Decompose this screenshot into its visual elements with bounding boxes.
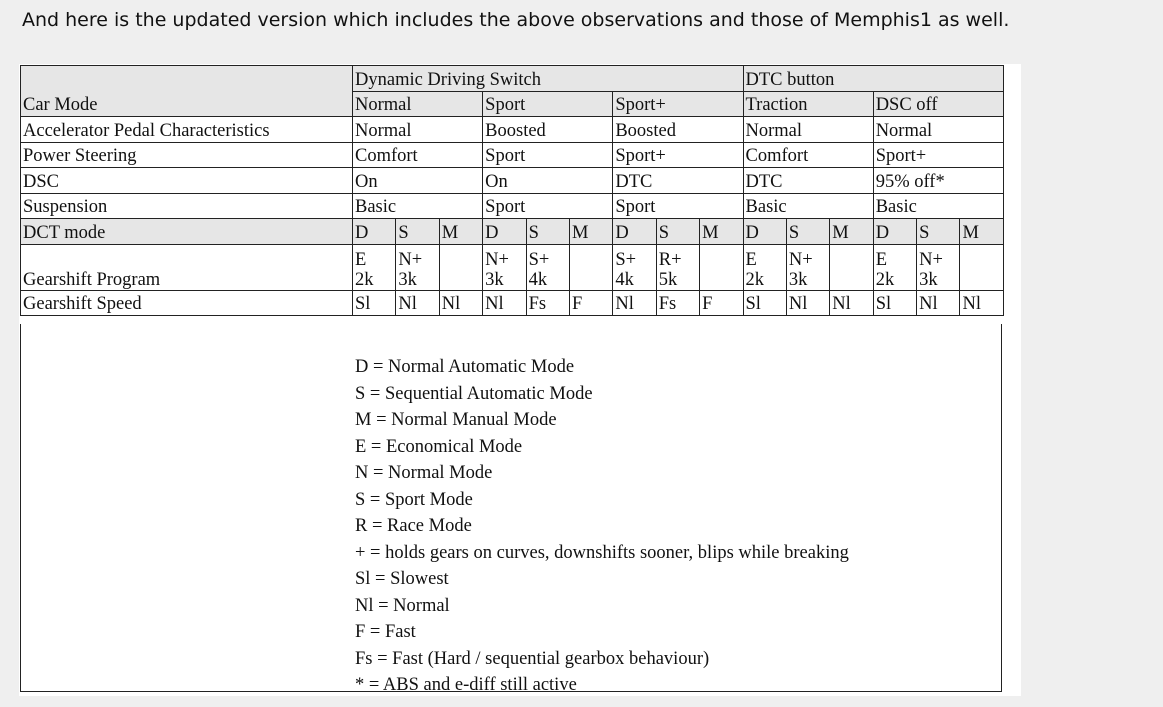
program-line: E [355, 249, 367, 270]
table-row-program [21, 244, 1004, 290]
table-cell: Nl [483, 290, 526, 316]
table-cell: Normal [353, 117, 483, 143]
table-cell: DTC [613, 168, 743, 194]
table-cell: S [656, 219, 699, 245]
table-row-suspension [21, 193, 1004, 219]
table-cell: Fs [526, 290, 569, 316]
rpm-line: 2k [745, 269, 765, 290]
table-cell: Nl [830, 290, 873, 316]
group-header-row [21, 66, 1004, 92]
legend-item: M = Normal Manual Mode [355, 410, 557, 430]
table-cell: Nl [613, 290, 656, 316]
table-cell: Normal [743, 117, 873, 143]
table-cell: Comfort [743, 142, 873, 168]
table-cell [439, 244, 482, 290]
table-row-accelerator [21, 117, 1004, 143]
row-label: Power Steering [21, 142, 353, 168]
table-row-steering [21, 142, 1004, 168]
table-cell [830, 244, 873, 290]
legend-item: Fs = Fast (Hard / sequential gearbox behaviour) [355, 648, 710, 669]
table-cell: Nl [917, 290, 960, 316]
table-cell: Traction [743, 91, 873, 117]
table-cell: D [353, 219, 396, 245]
table-row-dsc [21, 168, 1004, 194]
table-cell: Basic [743, 193, 873, 219]
table-cell [353, 244, 396, 290]
table-cell: M [569, 219, 612, 245]
legend-item: S = Sport Mode [355, 489, 473, 510]
rpm-line: 5k [658, 269, 678, 290]
table-cell: D [743, 219, 786, 245]
table-cell: Basic [353, 193, 483, 219]
table-cell: Comfort [353, 142, 483, 168]
table-cell: Sl [873, 290, 916, 316]
table-cell: Sport+ [613, 142, 743, 168]
table-cell [569, 244, 612, 290]
legend-item: Nl = Normal [355, 595, 450, 616]
table-cell: Nl [960, 290, 1003, 316]
group-header: DTC button [743, 66, 1003, 92]
table-cell: S [786, 219, 829, 245]
table-cell: Basic [873, 193, 1003, 219]
legend-item: * = ABS and e-diff still active [355, 675, 577, 695]
program-line: N+ [788, 249, 813, 270]
legend-item: D = Normal Automatic Mode [355, 357, 575, 377]
rpm-line: 4k [615, 269, 634, 290]
table-cell: Sport+ [873, 142, 1003, 168]
table-cell: M [830, 219, 873, 245]
table-cell: M [700, 219, 743, 245]
rpm-line: 3k [788, 269, 808, 290]
table-cell: M [960, 219, 1003, 245]
program-line: S+ [615, 249, 637, 270]
legend-item: R = Race Mode [355, 516, 472, 536]
legend-item: F = Fast [355, 622, 416, 642]
table-cell: F [700, 290, 743, 316]
row-label: Car Mode [21, 66, 353, 117]
table-cell [526, 244, 569, 290]
row-label: DSC [21, 168, 353, 194]
program-line: N+ [398, 249, 423, 270]
legend-item: N = Normal Mode [355, 463, 493, 483]
program-line: S+ [528, 249, 550, 270]
table-cell: Fs [656, 290, 699, 316]
table-cell: DSC off [873, 91, 1003, 117]
rpm-line: 4k [528, 269, 548, 290]
program-line: N+ [919, 249, 943, 270]
rpm-line: 3k [398, 269, 417, 290]
table-cell [786, 244, 829, 290]
table-cell [917, 244, 960, 290]
program-line: E [745, 249, 757, 270]
table-cell: Sport [483, 91, 613, 117]
table-cell: Nl [439, 290, 482, 316]
table-cell: On [483, 168, 613, 194]
rpm-line: 2k [875, 269, 895, 290]
table-cell: D [483, 219, 526, 245]
driving-modes-table [20, 65, 1004, 316]
table-cell: Sl [743, 290, 786, 316]
rpm-line: 2k [355, 269, 374, 290]
legend-item: E = Economical Mode [355, 436, 523, 457]
row-label: Suspension [21, 193, 353, 219]
legend-item: + = holds gears on curves, downshifts sooner, blips while breaking [355, 542, 849, 563]
program-line: R+ [658, 249, 682, 270]
table-cell: S [396, 219, 439, 245]
legend-item: Sl = Slowest [355, 569, 449, 589]
table-cell: D [873, 219, 916, 245]
legend-box [20, 324, 1002, 695]
table-cell [700, 244, 743, 290]
table-cell: On [353, 168, 483, 194]
table-cell [483, 244, 526, 290]
program-line: E [875, 249, 887, 270]
table-cell [396, 244, 439, 290]
table-cell: D [613, 219, 656, 245]
group-header: Dynamic Driving Switch [353, 66, 744, 92]
table-cell: Sport+ [613, 91, 743, 117]
table-cell: S [526, 219, 569, 245]
table-cell: Sport [613, 193, 743, 219]
rpm-line: 3k [485, 269, 504, 290]
table-cell [960, 244, 1003, 290]
table-cell: Sport [483, 193, 613, 219]
row-label: Gearshift Program [21, 244, 353, 290]
table-row-speed [21, 290, 1004, 316]
row-label: Accelerator Pedal Characteristics [21, 117, 353, 143]
table-cell: Normal [353, 91, 483, 117]
table-cell [613, 244, 656, 290]
row-label: DCT mode [21, 219, 353, 245]
table-cell: Normal [873, 117, 1003, 143]
table-cell [873, 244, 916, 290]
rpm-line: 3k [919, 269, 938, 290]
program-line: N+ [485, 249, 509, 270]
legend-item: S = Sequential Automatic Mode [355, 383, 593, 404]
table-row-dct [21, 219, 1004, 245]
table-cell: Sl [353, 290, 396, 316]
table-cell: Boosted [613, 117, 743, 143]
table-cell [656, 244, 699, 290]
table-cell: Nl [786, 290, 829, 316]
intro-text: And here is the updated version which includes the above observations and those of Memphis1 as well. [22, 9, 1010, 31]
row-label: Gearshift Speed [21, 290, 353, 316]
table-cell [743, 244, 786, 290]
table-cell: F [569, 290, 612, 316]
table-cell: Boosted [483, 117, 613, 143]
table-cell: Nl [396, 290, 439, 316]
table-cell: DTC [743, 168, 873, 194]
table-cell: S [917, 219, 960, 245]
table-cell: 95% off* [873, 168, 1003, 194]
table-cell: M [439, 219, 482, 245]
table-cell: Sport [483, 142, 613, 168]
